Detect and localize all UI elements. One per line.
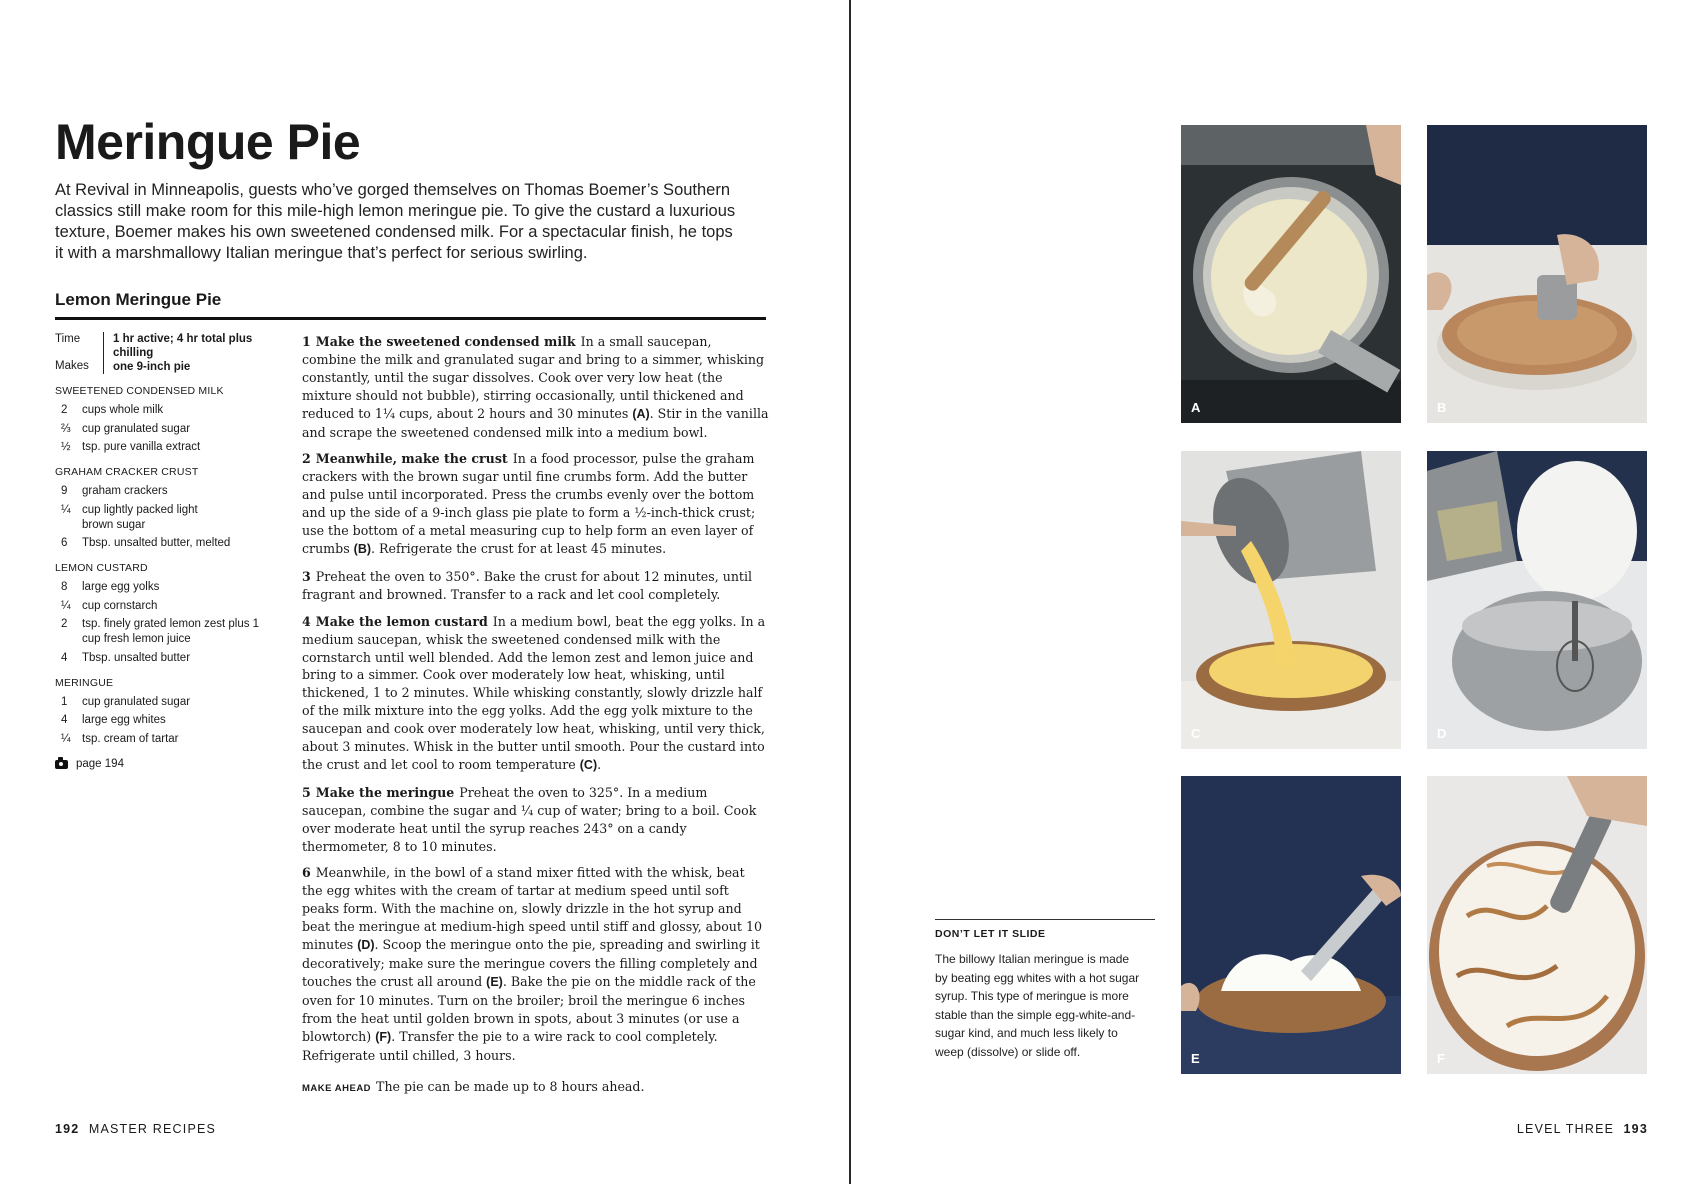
sidebar-heading: DON’T LET IT SLIDE [935,928,1046,940]
camera-icon [55,760,68,769]
ingredient-item: 2 cups whole milk [61,404,164,416]
photo-label: E [1191,1051,1200,1066]
photo-label: D [1437,726,1447,741]
photo-ref: (B) [353,541,372,556]
makes-label: Makes [55,360,89,372]
photo-label: C [1191,726,1201,741]
ingredient-item: ½ tsp. pure vanilla extract [61,441,201,453]
photo-c [1181,451,1401,749]
photo-page-reference[interactable] [55,757,280,772]
photo-e [1181,776,1401,1074]
photo-ref: (E) [486,974,503,989]
ingredient-item: ⅔ cup granulated sugar [61,422,191,435]
photo-d [1427,451,1647,749]
page-ref-text: page 194 [76,757,124,770]
title-rule [55,317,766,320]
photo-ref: (A) [632,406,650,421]
photo-a [1181,125,1401,423]
step-5: 5 Make the meringue Preheat the oven to 325°. In a medium saucepan, combine the sugar and ¼ cup of water; bring to a boil. Cook over moderate heat until the syrup reaches 243° on a candy thermometer, 8 to 10 minutes. [302,784,757,854]
photo-label: B [1437,400,1447,415]
ingredient-item: 4 Tbsp. unsalted butter [61,651,191,664]
ingredient-item: ¼ cup cornstarch [61,599,158,612]
ingredient-item: ¼ tsp. cream of tartar [61,732,179,745]
timing-block [55,332,280,374]
step-6: 6 Meanwhile, in the bowl of a stand mixer fitted with the whisk, beat the egg whites with the cream of tartar at medium speed until soft peaks form. With the machine on, slowly drizzle in the hot syrup and beat the meringue at medium-high speed until stiff and glossy, about 10 minutes (D). Scoop the meringue onto the pie, spreading and swirling it decoratively; make sure the meringue covers the filling completely and touches the crust all around (E). Bake the pie on the middle rack of the oven for 10 minutes. Turn on the broiler; broil the meringue 6 inches from the heat until golden brown in spots, about 3 minutes (or use a blowtorch) (F). Transfer the pie to a wire rack to cool completely. Refrigerate until chilled, 3 hours. [302,865,762,1063]
section-name: MASTER RECIPES [88,1122,217,1136]
ingredient-item: 1 cup granulated sugar [61,695,191,708]
step-3: 3 Preheat the oven to 350°. Bake the crust for about 12 minutes, until fragrant and browned. Transfer to a rack and let cool completely. [302,568,753,602]
ingredient-item: 6 Tbsp. unsalted butter, melted [61,537,231,549]
photo-ref: (C) [579,757,598,772]
ingredients-column [55,332,280,772]
recipe-title: Lemon Meringue Pie [55,290,222,309]
photo-label: F [1437,1051,1445,1066]
make-ahead-note: MAKE AHEAD The pie can be made up to 8 hours ahead. [302,1079,645,1095]
footer-left [55,1122,216,1136]
makes-value: one 9-inch pie [113,361,191,373]
ingredient-heading: GRAHAM CRACKER CRUST [55,466,199,478]
ingredient-item: 9 graham crackers [61,485,168,497]
ingredient-group [55,465,280,551]
page-number: 193 [1623,1122,1648,1136]
photo-ref: (F) [375,1029,392,1044]
photo-b [1427,125,1647,423]
timing-divider [103,332,104,374]
intro-paragraph: At Revival in Minneapolis, guests who’ve gorged themselves on Thomas Boemer’s Southern classics still make room for this mile-high lemon meringue pie. To give the custard a luxurious texture, Boemer makes his own sweetened condensed milk. For a spectacular finish, he tops it with a marshmallowy Italian meringue that’s perfect for serious swirling. [55,181,736,262]
ingredient-item: 4 large egg whites [61,714,166,726]
page-number: 192 [55,1122,80,1136]
ingredient-item: 2 tsp. finely grated lemon zest plus 1 cup fresh lemon juice [61,618,260,645]
step-4: 4 Make the lemon custard In a medium bowl, beat the egg yolks. In a medium saucepan, whisk the sweetened condensed milk with the cornstarch until well blended. Add the lemon zest and lemon juice and bring to a simmer. Cook over moderately low heat, whisking, until thickened, 1 to 2 minutes. While whisking constantly, slowly drizzle half of the milk mixture into the egg yolks. Add the egg yolk mixture to the saucepan and cook over moderately low heat, whisking, until very thick, about 3 minutes. Whisk in the butter until smooth. Pour the custard into the crust and let cool to room temperature (C). [302,613,766,772]
photo-ref: (D) [357,938,375,953]
photo-label: A [1191,400,1201,415]
page-title: Meringue Pie [55,114,361,170]
step-2: 2 Meanwhile, make the crust In a food processor, pulse the graham crackers with the brown sugar until fine crumbs form. Add the butter and pulse until incorporated. Press the crumbs evenly over the bottom and up the side of a 9-inch glass pie plate to form a ½-inch-thick crust; use the bottom of a metal measuring cup to help form an even layer of crumbs (B). Refrigerate the crust for at least 45 minutes. [302,451,756,556]
section-name: LEVEL THREE [1516,1122,1615,1136]
method-column [302,333,769,1107]
footer-right [1517,1122,1648,1136]
ingredient-heading: LEMON CUSTARD [55,562,148,574]
time-value: 1 hr active; 4 hr total plus chilling [113,333,253,359]
time-label: Time [55,333,81,345]
ingredient-group [55,561,280,666]
step-1: 1 Make the sweetened condensed milk In a small saucepan, combine the milk and granulated sugar and bring to a simmer, whisking constantly, until the sugar dissolves. Cook over very low heat (the mixture should not bubble), stirring occasionally, until thickened and reduced to 1¼ cups, about 2 hours and 30 minutes (A). Stir in the vanilla and scrape the sweetened condensed milk into a medium bowl. [302,334,769,440]
ingredient-item: 8 large egg yolks [61,581,160,593]
ingredient-heading: SWEETENED CONDENSED MILK [55,385,224,397]
photo-f [1427,776,1647,1074]
ingredient-group [55,384,280,455]
ingredient-item: ¼ cup lightly packed light brown sugar [61,503,198,531]
page-spine [849,0,851,1184]
ingredient-group [55,676,280,747]
sidebar-text: The billowy Italian meringue is made by beating egg whites with a hot sugar syrup. This type of meringue is more stable than the simple egg-white-and-sugar kind, and much less likely to weep (dissolve) or slide off. [935,952,1140,1059]
ingredient-heading: MERINGUE [55,676,114,689]
sidebar-rule [935,919,1155,920]
